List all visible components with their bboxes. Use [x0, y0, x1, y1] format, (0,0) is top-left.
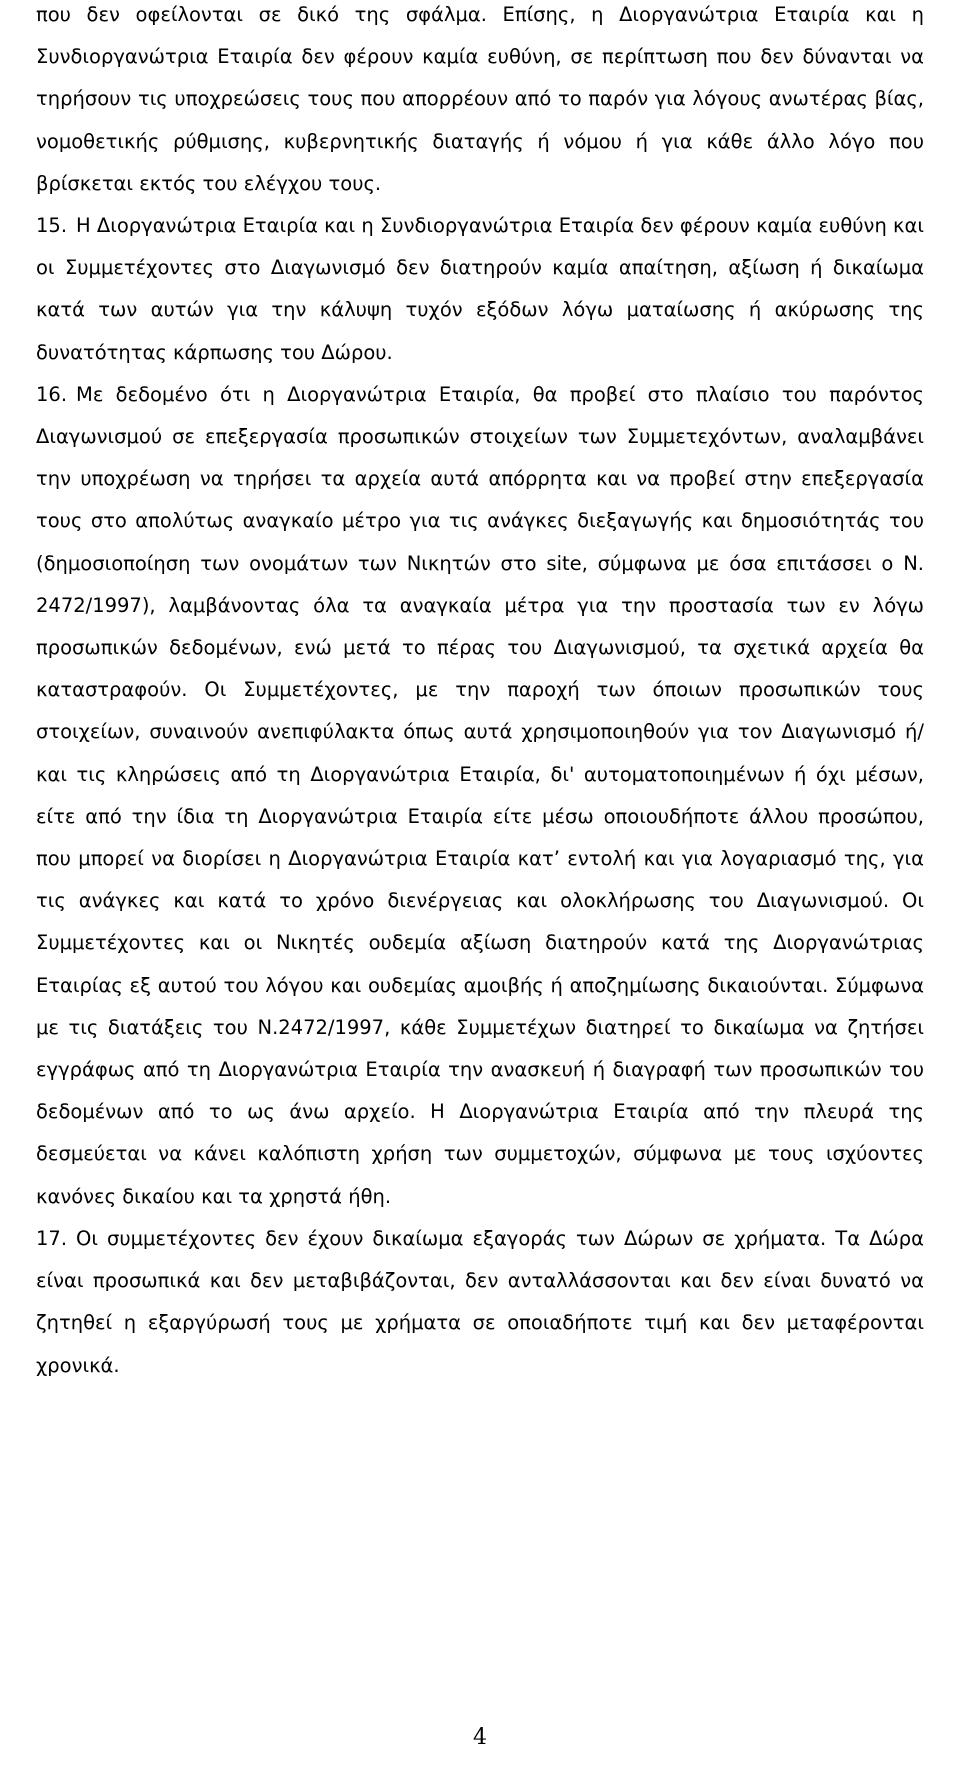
item-number: 16. [36, 382, 68, 406]
page-number: 4 [473, 1725, 487, 1750]
item-number: 15. [36, 214, 68, 238]
item-text: Οι συμμετέχοντες δεν έχουν δικαίωμα εξαγοράς των Δώρων σε χρήματα. Τα Δώρα είναι προσωπικά και δεν μεταβιβάζονται, δεν ανταλλάσσονται και δεν είναι δυνατό να ζητηθεί η εξαργύρωσή τους με χρήματα σε οποιαδήποτε τιμή και δεν μεταφέρονται χρονικά. [36, 1226, 924, 1377]
intro-paragraph: που δεν οφείλονται σε δικό της σφάλμα. Επίσης, η Διοργανώτρια Εταιρία και η Συνδιοργανώτρια Εταιρία δεν φέρουν καμία ευθύνη, σε περίπτωση που δεν δύνανται να τηρήσουν τις υποχρεώσεις τους που απορρέουν από το παρόν για λόγους ανωτέρας βίας, νομοθετικής ρύθμισης, κυβερνητικής διαταγής ή νόμου ή για κάθε άλλο λόγο που βρίσκεται εκτός του ελέγχου τους. [36, 3, 924, 195]
item-text: Η Διοργανώτρια Εταιρία και η Συνδιοργανώτρια Εταιρία δεν φέρουν καμία ευθύνη και οι Συμμετέχοντες στο Διαγωνισμό δεν διατηρούν καμία απαίτηση, αξίωση ή δικαίωμα κατά των αυτών για την κάλυψη τυχόν εξόδων λόγω ματαίωσης ή ακύρωσης της δυνατότητας κάρπωσης του Δώρου. [36, 214, 924, 364]
list-item-17 [36, 1218, 924, 1387]
item-text: Με δεδομένο ότι η Διοργανώτρια Εταιρία, θα προβεί στο πλαίσιο του παρόντος Διαγωνισμού σε επεξεργασία προσωπικών στοιχείων των Συμμετεχόντων, αναλαμβάνει την υποχρέωση να τηρήσει τα αρχεία αυτά απόρρητα και να προβεί στην επεξεργασία τους στο απολύτως αναγκαίο μέτρο για τις ανάγκες διεξαγωγής και δημοσιότητάς του (δημοσιοποίηση των ονομάτων των Νικητών στο site, σύμφωνα με όσα επιτάσσει ο Ν. 2472/1997), λαμβάνοντας όλα τα αναγκαία μέτρα για την προστασία των εν λόγω προσωπικών δεδομένων, ενώ μετά το πέρας του Διαγωνισμού, τα σχετικά αρχεία θα καταστραφούν. Οι Συμμετέχοντες, με την παροχή των όποιων προσωπικών τους στοιχείων, συναινούν ανεπιφύλακτα όπως αυτά χρησιμοποιηθούν για τον Διαγωνισμό ή/και τις κληρώσεις από τη Διοργανώτρια Εταιρία, δι' αυτοματοποιημένων ή όχι μέσων, είτε από την ίδια τη Διοργανώτρια Εταιρία είτε μέσω οποιουδήποτε άλλου προσώπου, που μπορεί να διορίσει η Διοργανώτρια Εταιρία κατ’ εντολή και για λογαριασμό της, για τις ανάγκες και κατά το χρόνο διενέργειας και ολοκλήρωσης του Διαγωνισμού. Οι Συμμετέχοντες και οι Νικητές ουδεμία αξίωση διατηρούν κατά της Διοργανώτριας Εταιρίας εξ αυτού του λόγου και ουδεμίας αμοιβής ή αποζημίωσης δικαιούνται. Σύμφωνα με τις διατάξεις του Ν.2472/1997, κάθε Συμμετέχων διατηρεί το δικαίωμα να ζητήσει εγγράφως από τη Διοργανώτρια Εταιρία την ανασκευή ή διαγραφή των προσωπικών του δεδομένων από το ως άνω αρχείο. Η Διοργανώτρια Εταιρία από την πλευρά της δεσμεύεται να κάνει καλόπιστη χρήση των συμμετοχών, σύμφωνα με τους ισχύοντες κανόνες δικαίου και τα χρηστά ήθη. [36, 382, 924, 1208]
list-item-15 [36, 205, 924, 374]
item-number: 17. [36, 1226, 68, 1250]
document-page [36, 0, 924, 1387]
list-item-16 [36, 374, 924, 1218]
